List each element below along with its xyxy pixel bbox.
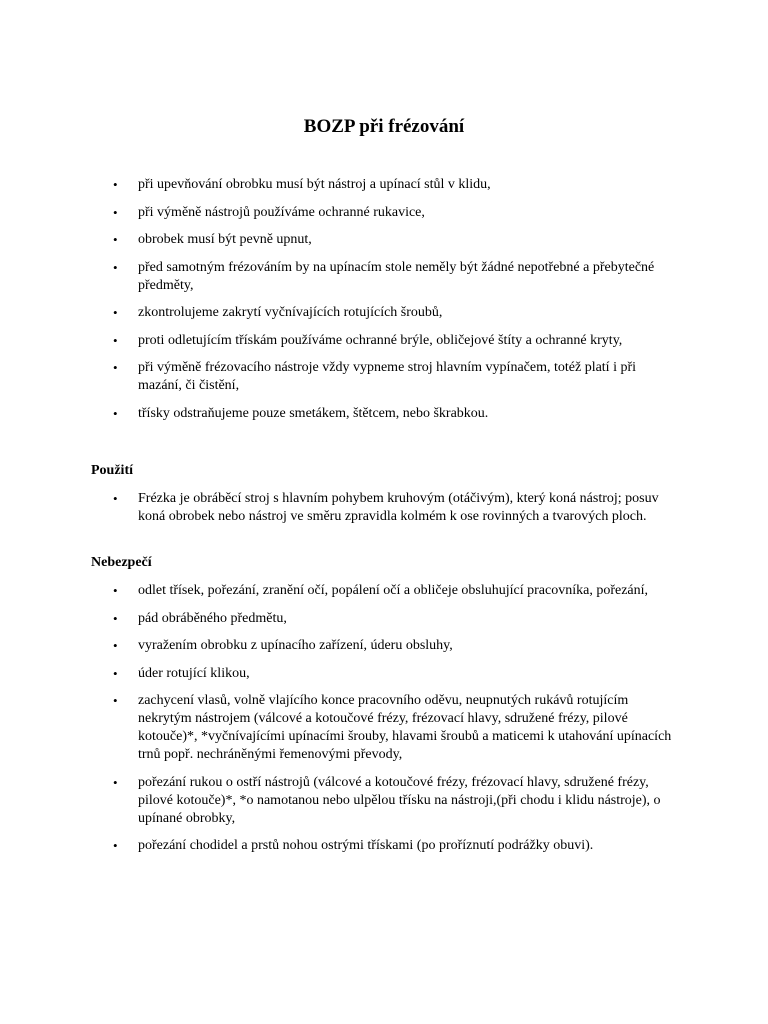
- list-item: [0, 665, 768, 683]
- bullet-icon: •: [113, 204, 118, 220]
- bullet-icon: •: [113, 838, 118, 853]
- bullet-icon: •: [113, 491, 118, 506]
- list-item-text: pořezání rukou o ostří nástrojů (válcové a kotoučové frézy, frézovací hlavy, sdružené frézy, pilové kotouče)*, *o namotanou nebo ulpělou třísku na nástroji,(při chodu i klidu nástroje), o upínané obrobky,: [138, 774, 661, 826]
- document-title: BOZP při frézování: [303, 116, 465, 137]
- bullet-icon: •: [113, 177, 118, 192]
- safety-list: [0, 176, 768, 432]
- list-item: [0, 405, 768, 423]
- bullet-icon: •: [113, 360, 118, 375]
- bullet-icon: •: [113, 693, 118, 708]
- danger-heading: Nebezpečí: [91, 555, 152, 570]
- bullet-icon: •: [113, 665, 118, 681]
- list-item-text: pád obráběného předmětu,: [138, 610, 287, 626]
- list-item-text: zachycení vlasů, volně vlajícího konce pracovního oděvu, neupnutých rukávů rotujícím nekrytým nástrojem (válcové a kotoučové frézy, frézovací hlavy, sdružené frézy, pilové kotouče)*, *vyčnívajícími upínacími šrouby, hlavami šroubů a maticemi k utahování upínacích trnů popř. nechráněnými řemenovými převody,: [138, 693, 672, 762]
- list-item: [0, 332, 768, 350]
- usage-list: [0, 490, 768, 526]
- danger-list: [0, 582, 768, 865]
- list-item-text: obrobek musí být pevně upnut,: [138, 232, 312, 247]
- bullet-icon: •: [113, 610, 118, 626]
- list-item-text: před samotným frézováním by na upínacím stole neměly být žádné nepotřebné a přebytečné předměty,: [138, 259, 655, 293]
- list-item-text: třísky odstraňujeme pouze smetákem, štětcem, nebo škrabkou.: [138, 405, 489, 421]
- list-item: [0, 582, 768, 600]
- list-item-text: při upevňování obrobku musí být nástroj a upínací stůl v klidu,: [138, 177, 491, 192]
- list-item-text: pořezání chodidel a prstů nohou ostrými třískami (po proříznutí podrážky obuvi).: [138, 838, 594, 853]
- usage-heading: Použití: [91, 463, 133, 478]
- list-item-text: vyražením obrobku z upínacího zařízení, úderu obsluhy,: [138, 638, 453, 653]
- list-item: [0, 204, 768, 222]
- list-item: [0, 176, 768, 194]
- list-item-text: Frézka je obráběcí stroj s hlavním pohybem kruhovým (otáčivým), který koná nástroj; posuv koná obrobek nebo nástroj ve směru zpravidla kolmém k ose rovinných a tvarových ploch.: [138, 491, 659, 524]
- list-item: [0, 359, 768, 395]
- bullet-icon: •: [113, 305, 118, 320]
- bullet-icon: •: [113, 259, 118, 275]
- list-item-text: při výměně frézovacího nástroje vždy vypneme stroj hlavním vypínačem, totéž platí i při mazání, či čistění,: [138, 360, 637, 393]
- list-item: [0, 610, 768, 628]
- list-item: [0, 837, 768, 855]
- list-item: [0, 637, 768, 655]
- bullet-icon: •: [113, 405, 118, 421]
- bullet-icon: •: [113, 332, 118, 348]
- bullet-icon: •: [113, 638, 118, 653]
- bullet-icon: •: [113, 774, 118, 790]
- list-item-text: proti odletujícím třískám používáme ochranné brýle, obličejové štíty a ochranné kryty,: [138, 332, 623, 348]
- list-item: [0, 259, 768, 295]
- list-item: [0, 304, 768, 322]
- list-item: [0, 231, 768, 249]
- bullet-icon: •: [113, 232, 118, 247]
- list-item-text: odlet třísek, pořezání, zranění očí, popálení očí a obličeje obsluhující pracovníka, pořezání,: [138, 583, 649, 598]
- bullet-icon: •: [113, 583, 118, 598]
- list-item-text: při výměně nástrojů používáme ochranné rukavice,: [138, 204, 425, 220]
- list-item: [0, 774, 768, 828]
- list-item-text: úder rotující klikou,: [138, 665, 250, 681]
- list-item: [0, 490, 768, 526]
- list-item: [0, 692, 768, 764]
- list-item-text: zkontrolujeme zakrytí vyčnívajících rotujících šroubů,: [138, 305, 443, 320]
